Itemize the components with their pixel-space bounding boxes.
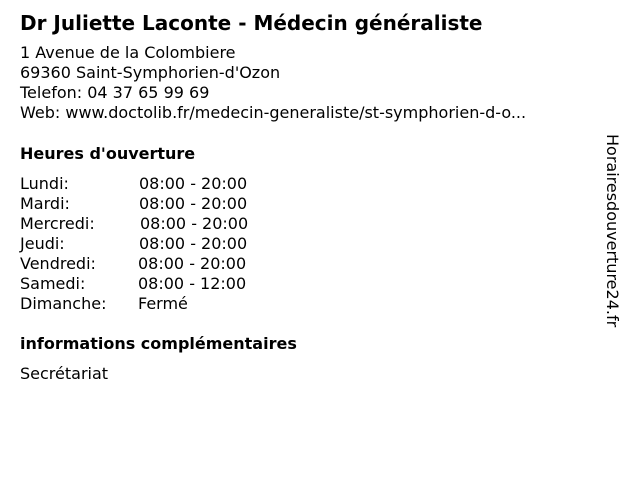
time-value: 08:00 - 12:00 bbox=[138, 274, 247, 293]
time-value: Fermé bbox=[138, 294, 188, 313]
site-watermark: Horairesdouverture24.fr bbox=[603, 134, 622, 328]
phone-number: Telefon: 04 37 65 99 69 bbox=[20, 83, 210, 102]
day-label: Dimanche: bbox=[20, 294, 107, 313]
time-value: 08:00 - 20:00 bbox=[138, 254, 247, 273]
street-address: 1 Avenue de la Colombiere bbox=[20, 43, 236, 62]
additional-info-text: Secrétariat bbox=[20, 364, 109, 383]
website-link[interactable]: Web: www.doctolib.fr/medecin-generaliste/st-symphorien-d-o... bbox=[20, 103, 527, 122]
city-postal-code: 69360 Saint-Symphorien-d'Ozon bbox=[20, 63, 281, 82]
time-value: 08:00 - 20:00 bbox=[139, 234, 248, 253]
page-title: Dr Juliette Laconte - Médecin généraliste bbox=[20, 11, 483, 35]
time-value: 08:00 - 20:00 bbox=[139, 194, 248, 213]
day-label: Mardi: bbox=[20, 194, 70, 213]
time-value: 08:00 - 20:00 bbox=[140, 214, 249, 233]
day-label: Samedi: bbox=[20, 274, 86, 293]
day-label: Lundi: bbox=[20, 174, 69, 193]
day-label: Jeudi: bbox=[20, 234, 65, 253]
opening-hours-heading: Heures d'ouverture bbox=[20, 144, 196, 163]
day-label: Vendredi: bbox=[20, 254, 96, 273]
address-block bbox=[20, 43, 526, 123]
time-value: 08:00 - 20:00 bbox=[139, 174, 248, 193]
day-label: Mercredi: bbox=[20, 214, 95, 233]
additional-info-heading: informations complémentaires bbox=[20, 334, 297, 353]
